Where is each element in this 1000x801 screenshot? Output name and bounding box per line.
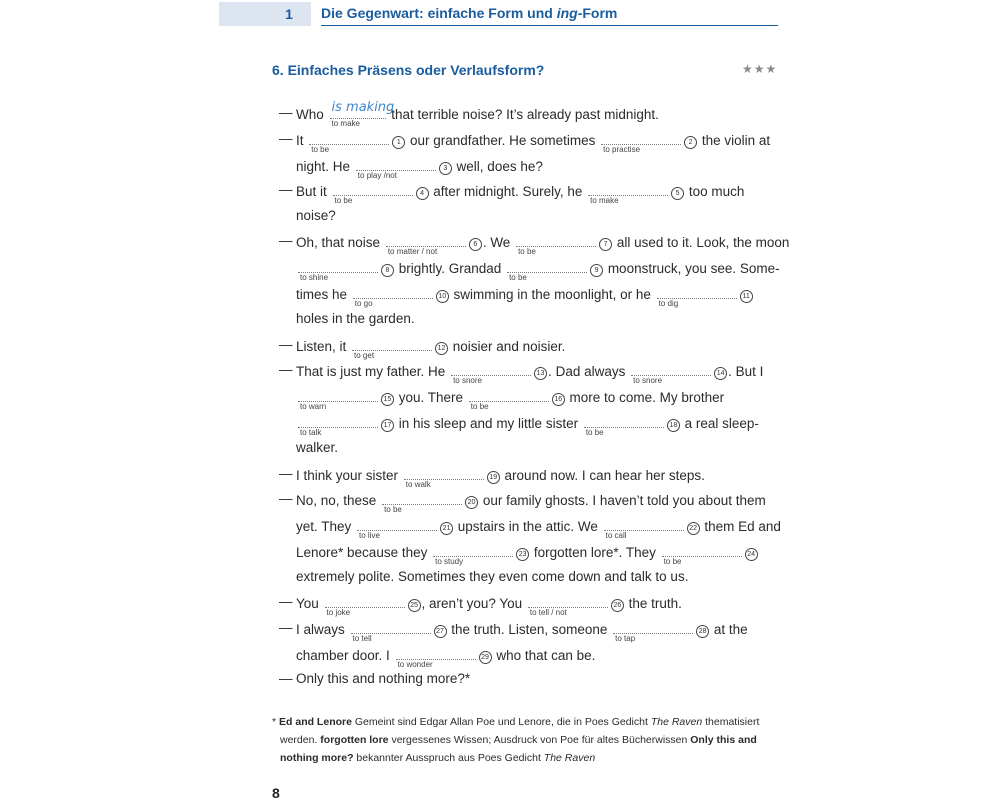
verb-hint: to tell <box>352 634 372 643</box>
header-rule <box>321 25 778 26</box>
answer-blank[interactable] <box>433 542 513 566</box>
exercise-line <box>296 284 754 308</box>
line-text: upstairs in the attic. We <box>454 519 602 534</box>
answer-blank[interactable] <box>601 130 681 154</box>
footnote-title: The Raven <box>543 752 596 764</box>
verb-hint: to make <box>590 196 619 205</box>
line-text: noisier and noisier. <box>449 339 566 354</box>
answer-blank[interactable] <box>604 516 684 540</box>
answer-blank[interactable] <box>631 361 711 385</box>
filled-answer: is making <box>331 100 395 115</box>
blank-number: 15 <box>381 393 394 406</box>
exercise-line <box>296 336 566 360</box>
exercise-line <box>296 439 338 457</box>
line-text: forgotten lore*. They <box>530 545 660 560</box>
line-text: extremely polite. Sometimes they even come down and talk to us. <box>296 569 689 584</box>
answer-blank[interactable] <box>507 258 587 282</box>
line-dash: — <box>279 105 293 120</box>
chapter-title-pre: Die Gegenwart: einfache Form und <box>321 5 557 21</box>
line-text: you. There <box>395 390 467 405</box>
blank-number: 22 <box>687 522 700 535</box>
verb-hint: to get <box>354 351 375 360</box>
line-text: in his sleep and my little sister <box>395 416 582 431</box>
verb-hint: to be <box>509 273 527 282</box>
line-text: Oh, that noise <box>296 235 384 250</box>
line-dash: — <box>279 362 293 377</box>
verb-hint: to be <box>384 505 402 514</box>
line-text: I think your sister <box>296 468 402 483</box>
blank-number: 23 <box>516 548 529 561</box>
exercise-title: 6. Einfaches Präsens oder Verlaufsform? <box>272 62 545 78</box>
verb-hint: to be <box>585 428 604 437</box>
blank-number: 27 <box>434 625 447 638</box>
line-text: That is just my father. He <box>296 364 450 379</box>
exercise-line <box>296 516 781 540</box>
answer-blank[interactable] <box>528 593 608 617</box>
exercise-line <box>296 413 759 437</box>
line-text: swimming in the moonlight, or he <box>449 287 655 302</box>
line-text: the truth. Listen, someone <box>447 622 612 637</box>
answer-blank[interactable] <box>382 490 462 514</box>
blank-number: 13 <box>534 367 547 380</box>
answer-blank[interactable] <box>584 413 664 437</box>
line-dash: — <box>279 182 293 197</box>
blank-number: 14 <box>714 367 727 380</box>
blank-number: 25 <box>408 599 421 612</box>
footnote-text: vergessenes Wissen; Ausdruck von Poe für altes Bücherwissen <box>388 734 691 746</box>
line-text: . But I <box>728 364 764 379</box>
line-text: too much <box>685 184 745 199</box>
blank-number: 24 <box>745 548 758 561</box>
footnote-term: nothing more? <box>280 752 354 764</box>
blank-number: 18 <box>667 419 680 432</box>
blank-number: 11 <box>740 290 753 303</box>
line-text: them Ed and <box>700 519 781 534</box>
answer-blank[interactable] <box>662 542 742 566</box>
blank-number: 6 <box>469 238 482 251</box>
answer-blank[interactable] <box>352 336 432 360</box>
line-text: after midnight. Surely, he <box>429 184 587 199</box>
exercise-line <box>296 387 725 411</box>
verb-hint: to be <box>663 557 682 566</box>
line-text: that terrible noise? It’s already past midnight. <box>387 107 659 122</box>
line-text: around now. I can hear her steps. <box>500 468 705 483</box>
verb-hint: to snore <box>633 376 663 385</box>
answer-blank[interactable] <box>351 619 431 643</box>
verb-hint: to matter / not <box>387 247 438 256</box>
verb-hint: to tell / not <box>529 608 567 617</box>
verb-hint: to dig <box>658 299 679 308</box>
verb-hint: to walk <box>405 480 431 489</box>
footnote-line-3 <box>280 749 800 767</box>
chapter-title-ing: ing <box>556 5 578 21</box>
blank-number: 1 <box>392 136 405 149</box>
answer-blank[interactable] <box>298 387 378 411</box>
verb-hint: to be <box>470 402 489 411</box>
line-text: our family ghosts. I haven’t told you about them <box>479 493 766 508</box>
footnote-term: Ed and Lenore <box>279 716 352 728</box>
footnote-line-2 <box>280 731 800 749</box>
blank-number: 21 <box>440 522 453 535</box>
line-text: Lenore* because they <box>296 545 432 560</box>
line-text: yet. They <box>296 519 356 534</box>
exercise-line <box>296 619 748 643</box>
line-dash: — <box>279 233 293 248</box>
blank-number: 19 <box>487 471 500 484</box>
answer-blank[interactable] <box>298 413 378 437</box>
line-dash: — <box>279 466 293 481</box>
verb-hint: to joke <box>326 608 351 617</box>
line-text: at the <box>710 622 748 637</box>
blank-number: 5 <box>671 187 684 200</box>
verb-hint: to study <box>435 557 464 566</box>
verb-hint: to be <box>334 196 353 205</box>
verb-hint: to call <box>605 531 627 540</box>
exercise-line <box>296 568 688 586</box>
verb-hint: to shine <box>300 273 329 282</box>
line-dash: — <box>279 620 293 635</box>
line-text: . We <box>482 235 515 250</box>
line-text: a real sleep- <box>680 416 759 431</box>
line-text: But it <box>296 184 331 199</box>
line-text: night. He <box>296 159 354 174</box>
chapter-title-post: -Form <box>577 5 618 21</box>
answer-blank[interactable] <box>333 181 413 205</box>
exercise-line <box>296 670 470 688</box>
line-dash: — <box>279 594 293 609</box>
verb-hint: to snore <box>453 376 482 385</box>
footnote-text: Gemeint sind Edgar Allan Poe und Lenore, die in Poes Gedicht <box>351 716 651 728</box>
blank-number: 26 <box>611 599 624 612</box>
blank-number: 9 <box>590 264 603 277</box>
blank-number: 3 <box>439 162 452 175</box>
footnote-line-1 <box>272 713 792 731</box>
line-text: I always <box>296 622 349 637</box>
footnote-title: The Raven <box>650 716 703 728</box>
answer-blank[interactable] <box>396 645 476 669</box>
footnote-text: werden. <box>280 734 321 746</box>
exercise-line <box>296 310 415 328</box>
verb-hint: to be <box>311 145 330 154</box>
footnote-text: bekannter Ausspruch aus Poes Gedicht <box>353 752 544 764</box>
exercise-line <box>296 156 543 180</box>
line-text: , aren’t you? You <box>421 596 526 611</box>
answer-blank[interactable] <box>353 284 433 308</box>
line-text: . Dad always <box>548 364 630 379</box>
verb-hint: to wonder <box>397 660 433 669</box>
verb-hint: to tap <box>615 634 636 643</box>
exercise-line <box>296 542 759 566</box>
answer-blank[interactable] <box>386 232 466 256</box>
blank-number: 16 <box>552 393 565 406</box>
blank-number: 20 <box>465 496 478 509</box>
line-dash: — <box>279 337 293 352</box>
verb-hint: to talk <box>300 428 322 437</box>
line-text: the violin at <box>698 133 771 148</box>
line-text: more to come. My brother <box>565 390 725 405</box>
answer-blank[interactable] <box>588 181 668 205</box>
line-text: It <box>296 133 308 148</box>
answer-blank[interactable] <box>451 361 531 385</box>
line-text: No, no, these <box>296 493 381 508</box>
line-text: moonstruck, you see. Some- <box>604 261 780 276</box>
exercise-line <box>296 232 790 256</box>
verb-hint: to live <box>359 531 380 540</box>
line-text: Listen, it <box>296 339 351 354</box>
verb-hint: to play /not <box>357 171 397 180</box>
line-dash: — <box>279 131 293 146</box>
answer-blank[interactable] <box>357 516 437 540</box>
blank-number: 7 <box>599 238 612 251</box>
verb-hint: to be <box>518 247 536 256</box>
exercise-line <box>296 100 659 128</box>
line-text: You <box>296 596 323 611</box>
verb-hint: to warn <box>300 402 327 411</box>
page-number: 8 <box>272 785 280 801</box>
blank-number: 8 <box>381 264 394 277</box>
chapter-number: 1 <box>285 6 293 22</box>
answer-blank[interactable] <box>516 232 596 256</box>
line-text: the truth. <box>624 596 682 611</box>
verb-hint: to go <box>354 299 373 308</box>
exercise-line <box>296 130 771 154</box>
line-text: holes in the garden. <box>296 311 415 326</box>
line-dash: — <box>279 491 293 506</box>
line-text: noise? <box>296 208 336 223</box>
answer-blank[interactable] <box>325 593 405 617</box>
footnote-term: forgotten lore <box>320 734 389 746</box>
answer-blank[interactable] <box>657 284 737 308</box>
exercise-line <box>296 593 682 617</box>
line-text: brightly. Grandad <box>395 261 506 276</box>
answer-blank[interactable] <box>298 258 378 282</box>
answer-blank[interactable] <box>613 619 693 643</box>
line-text: Who <box>296 107 328 122</box>
line-text: who that can be. <box>492 648 596 663</box>
answer-blank[interactable] <box>356 156 436 180</box>
footnote-text: * <box>272 716 280 728</box>
blank-number: 2 <box>684 136 697 149</box>
exercise-line <box>296 490 766 514</box>
answer-blank[interactable] <box>404 465 484 489</box>
answer-blank[interactable] <box>330 100 395 128</box>
chapter-title <box>321 5 617 21</box>
answer-blank[interactable] <box>309 130 389 154</box>
blank-number: 4 <box>416 187 429 200</box>
blank-number: 17 <box>381 419 394 432</box>
exercise-line <box>296 258 780 282</box>
footnote-text: thematisiert <box>702 716 760 728</box>
blank-number: 29 <box>479 651 492 664</box>
footnote-term: Only this and <box>690 734 757 746</box>
answer-blank[interactable] <box>469 387 549 411</box>
difficulty-stars: ★★★ <box>742 62 778 76</box>
line-text: our grandfather. He sometimes <box>406 133 600 148</box>
line-text: all used to it. Look, the moon <box>613 235 790 250</box>
blank-number: 12 <box>435 342 448 355</box>
line-text: Only this and nothing more?* <box>296 671 471 686</box>
blank-number: 28 <box>696 625 709 638</box>
exercise-line <box>296 361 764 385</box>
line-text: well, does he? <box>452 159 543 174</box>
exercise-line <box>296 645 596 669</box>
line-text: walker. <box>296 440 339 455</box>
blank-number: 10 <box>436 290 449 303</box>
line-text: chamber door. I <box>296 648 394 663</box>
verb-hint: to make <box>331 119 360 128</box>
exercise-line <box>296 181 745 205</box>
line-text: times he <box>296 287 351 302</box>
verb-hint: to practise <box>603 145 641 154</box>
line-dash: — <box>279 671 293 686</box>
exercise-line <box>296 207 336 225</box>
exercise-line <box>296 465 705 489</box>
